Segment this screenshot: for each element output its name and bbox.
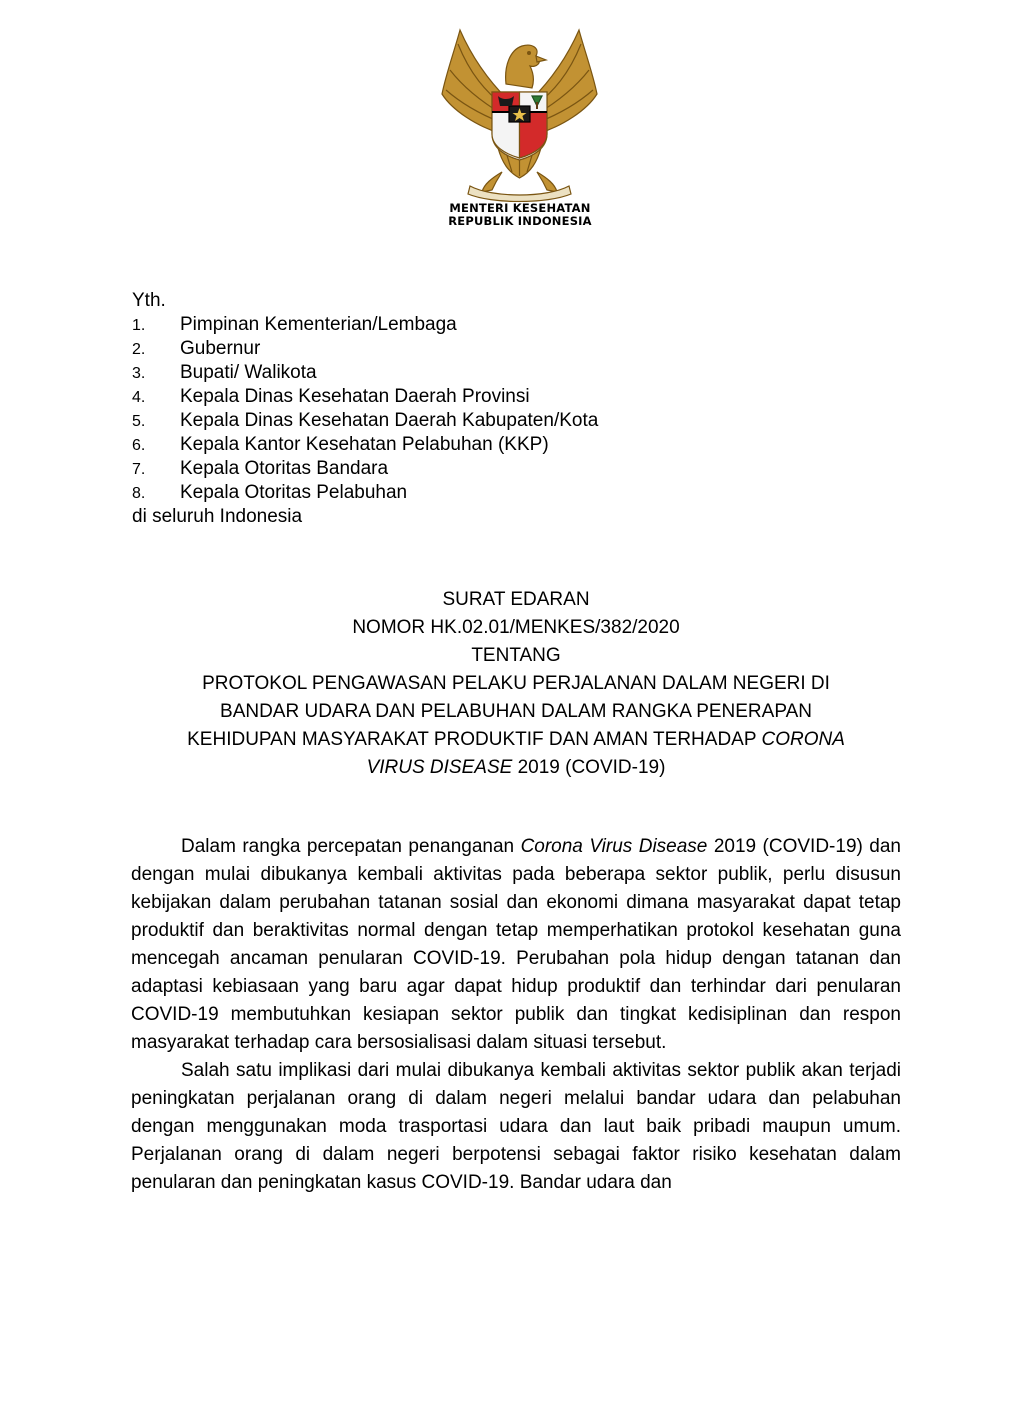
recipient-text: Kepala Otoritas Pelabuhan: [180, 482, 408, 503]
issuer-title: MENTERI KESEHATAN: [449, 201, 591, 215]
title-italic: VIRUS DISEASE: [366, 757, 513, 778]
paragraph-italic: Corona Virus Disease: [520, 836, 708, 857]
list-number: 8.: [132, 485, 146, 502]
list-item: [132, 337, 912, 361]
title-italic: CORONA: [761, 729, 845, 750]
recipient-text: Kepala Kantor Kesehatan Pelabuhan (KKP): [180, 434, 549, 455]
recipient-text: Kepala Dinas Kesehatan Daerah Kabupaten/Kota: [180, 410, 599, 431]
paragraph: [131, 833, 901, 1057]
recipient-text: Pimpinan Kementerian/Lembaga: [180, 314, 457, 335]
letter-body: [131, 833, 901, 1197]
list-number: 7.: [132, 461, 146, 478]
title-text: KEHIDUPAN MASYARAKAT PRODUKTIF DAN AMAN TERHADAP: [187, 729, 762, 750]
document-heading: [132, 586, 900, 782]
title-line: [132, 754, 900, 782]
salutation: Yth.: [132, 290, 166, 311]
list-item: [132, 409, 912, 433]
issuer-block: [420, 202, 620, 228]
list-number: 5.: [132, 413, 146, 430]
list-number: 6.: [132, 437, 146, 454]
paragraph: Salah satu implikasi dari mulai dibukanya kembali aktivitas sektor publik akan terjadi peningkatan perjalanan orang di dalam negeri melalui bandar udara dan pelabuhan dengan menggunakan moda trasportasi udara dan laut baik pribadi maupun umum. Perjalanan orang di dalam negeri berpotensi sebagai faktor risiko kesehatan dalam penularan dan peningkatan kasus COVID-19. Bandar udara dan: [131, 1060, 901, 1193]
title-line: BANDAR UDARA DAN PELABUHAN DALAM RANGKA PENERAPAN: [220, 701, 812, 722]
list-item: [132, 385, 912, 409]
list-number: 4.: [132, 389, 146, 406]
paragraph-text: Dalam rangka percepatan penanganan: [181, 836, 521, 857]
list-number: 3.: [132, 365, 146, 382]
list-item: [132, 313, 912, 337]
list-item: [132, 481, 912, 505]
addressee-closing: di seluruh Indonesia: [132, 506, 303, 527]
document-number: NOMOR HK.02.01/MENKES/382/2020: [352, 617, 680, 638]
garuda-emblem-icon: [432, 22, 607, 202]
document-about: TENTANG: [471, 645, 561, 666]
issuer-country: REPUBLIK INDONESIA: [448, 214, 592, 228]
addressee-block: [132, 289, 912, 529]
list-number: 1.: [132, 317, 146, 334]
list-item: [132, 433, 912, 457]
recipient-text: Bupati/ Walikota: [180, 362, 317, 383]
recipient-text: Kepala Otoritas Bandara: [180, 458, 389, 479]
list-number: 2.: [132, 341, 146, 358]
recipient-text: Kepala Dinas Kesehatan Daerah Provinsi: [180, 386, 530, 407]
title-line: PROTOKOL PENGAWASAN PELAKU PERJALANAN DALAM NEGERI DI: [202, 673, 830, 694]
title-text: 2019 (COVID-19): [512, 757, 666, 778]
list-item: [132, 361, 912, 385]
recipient-text: Gubernur: [180, 338, 261, 359]
title-line: [132, 726, 900, 754]
document-type: SURAT EDARAN: [442, 589, 590, 610]
list-item: [132, 457, 912, 481]
paragraph-text: 2019 (COVID-19) dan dengan mulai dibukanya kembali aktivitas pada beberapa sektor publik, perlu disusun kebijakan dalam perubahan tatanan sosial dan ekonomi dimana masyarakat dapat tetap produktif dan beraktivitas normal dengan tetap memperhatikan protokol kesehatan guna mencegah ancaman penularan COVID-19. Perubahan pola hidup dengan tatanan dan adaptasi kebiasaan yang baru agar dapat hidup produktif dan terhindar dari penularan COVID-19 membutuhkan kesiapan sektor publik dan tingkat kedisiplinan dan respon masyarakat terhadap cara bersosialisasi dalam situasi tersebut.: [131, 836, 901, 1053]
